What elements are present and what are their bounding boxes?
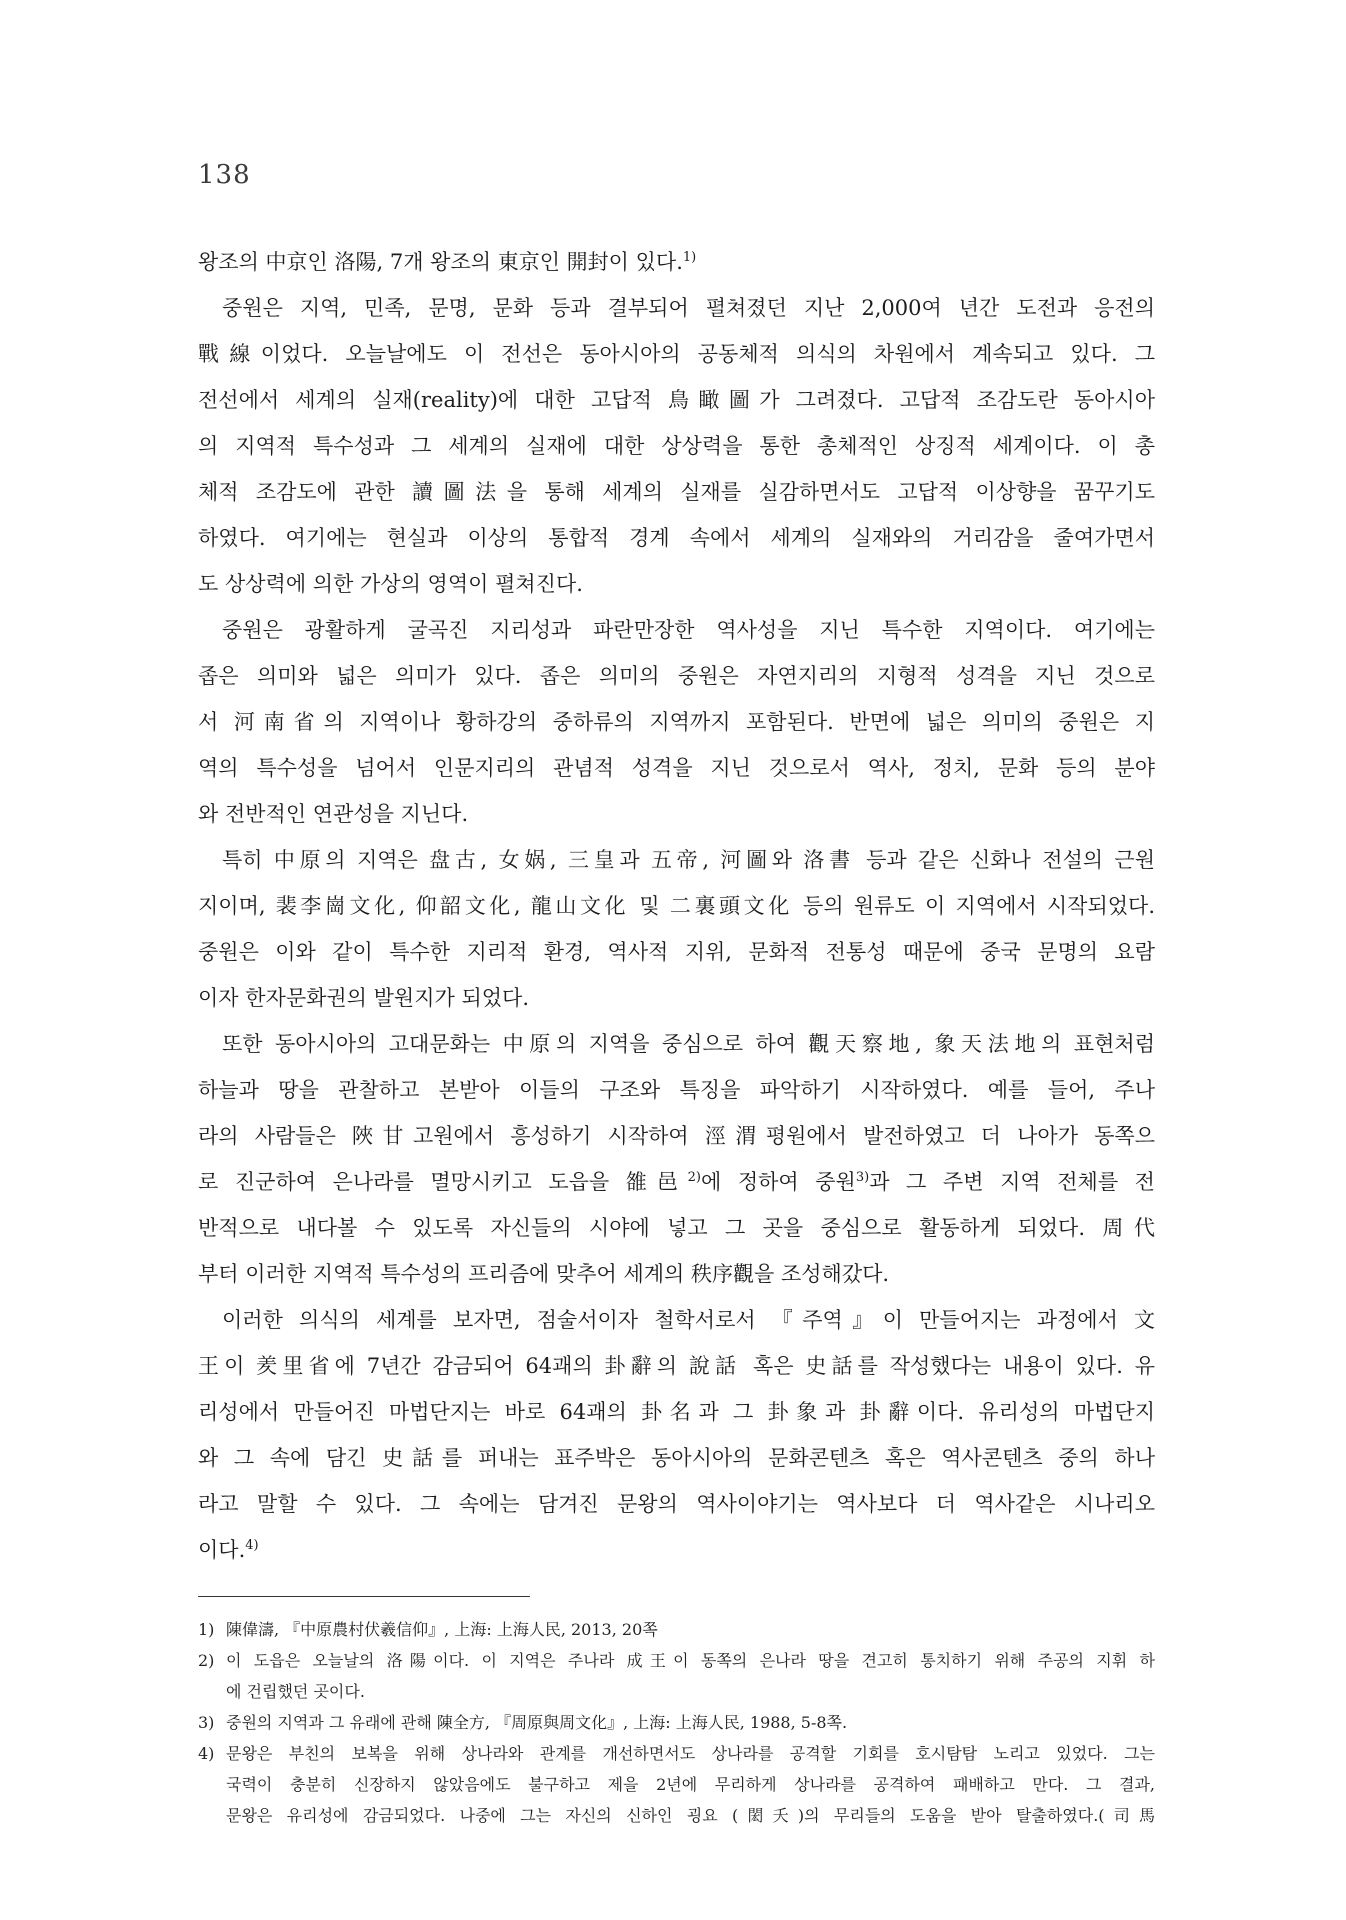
text-line: 좁은 의미와 넓은 의미가 있다. 좁은 의미의 중원은 자연지리의 지형적 성격을 지닌 것으로 bbox=[198, 664, 1155, 688]
text-line: 하늘과 땅을 관찰하고 본받아 이들의 구조와 특징을 파악하기 시작하였다. 예를 들어, 주나 bbox=[198, 1078, 1155, 1102]
text-line: 중원은 지역, 민족, 문명, 문화 등과 결부되어 펼쳐졌던 지난 2,000여 년간 도전과 응전의 bbox=[222, 296, 1155, 320]
text-line: 하였다. 여기에는 현실과 이상의 통합적 경계 속에서 세계의 실재와의 거리감을 줄여가면서 bbox=[198, 526, 1155, 550]
paragraph bbox=[198, 1021, 1155, 1297]
footnote-marker: 2) bbox=[198, 1651, 215, 1670]
text-line: 리성에서 만들어진 마법단지는 바로 64괘의 卦名과 그 卦象과 卦辭이다. 유리성의 마법단지 bbox=[198, 1400, 1155, 1424]
footnote-ref: 1) bbox=[682, 250, 697, 265]
footnote-ref: 4) bbox=[245, 1538, 259, 1553]
text-line: 전선에서 세계의 실재(reality)에 대한 고답적 鳥瞰圖가 그려졌다. 고답적 조감도란 동아시아 bbox=[198, 388, 1155, 412]
footnote-line: 문왕은 유리성에 감금되었다. 나중에 그는 자신의 신하인 굉요 (閎夭)의 무리들의 도움을 받아 탈출하였다.(司馬 bbox=[226, 1806, 1155, 1825]
text-line: 특히 中原의 지역은 盘古, 女娲, 三皇과 五帝, 河圖와 洛書 등과 같은 신화나 전설의 근원 bbox=[222, 848, 1155, 872]
text-segment: 로 진군하여 은나라를 멸망시키고 도읍을 雒邑 bbox=[198, 1170, 688, 1194]
text-segment: 과 그 주변 지역 전체를 전 bbox=[869, 1170, 1155, 1194]
page-number: 138 bbox=[198, 160, 251, 190]
text-segment: 에 정하여 중원 bbox=[700, 1170, 856, 1194]
text-line: 체적 조감도에 관한 讀圖法을 통해 세계의 실재를 실감하면서도 고답적 이상향을 꿈꾸기도 bbox=[198, 480, 1155, 504]
footnote bbox=[198, 1738, 1155, 1831]
text-line: 王이 羑里省에 7년간 감금되어 64괘의 卦辭의 說話 혹은 史話를 작성했다는 내용이 있다. 유 bbox=[198, 1354, 1155, 1378]
text-segment: 왕조의 中京인 洛陽, 7개 왕조의 東京인 開封이 있다. bbox=[198, 250, 683, 274]
footnote-line: 중원의 지역과 그 유래에 관해 陳全方, 『周原與周文化』, 上海: 上海人民, 1988, 5-8쪽. bbox=[226, 1713, 848, 1732]
paragraph bbox=[198, 837, 1155, 1021]
footnote-ref: 2) bbox=[687, 1170, 701, 1185]
text-line: 와 그 속에 담긴 史話를 퍼내는 표주박은 동아시아의 문화콘텐츠 혹은 역사콘텐츠 중의 하나 bbox=[198, 1446, 1155, 1470]
text-line: 戰線이었다. 오늘날에도 이 전선은 동아시아의 공동체적 의식의 차원에서 계속되고 있다. 그 bbox=[198, 342, 1155, 366]
footnote bbox=[198, 1707, 1155, 1738]
text-line: 이러한 의식의 세계를 보자면, 점술서이자 철학서로서 『주역』이 만들어지는 과정에서 文 bbox=[222, 1308, 1155, 1332]
paragraph bbox=[198, 607, 1155, 837]
paragraph bbox=[198, 1297, 1155, 1573]
footnotes bbox=[198, 1614, 1155, 1831]
text-line bbox=[198, 1159, 1155, 1205]
footnote-line: 에 건립했던 곳이다. bbox=[226, 1682, 365, 1701]
text-line: 중원은 이와 같이 특수한 지리적 환경, 역사적 지위, 문화적 전통성 때문에 중국 문명의 요람 bbox=[198, 940, 1155, 964]
text-line: 이자 한자문화권의 발원지가 되었다. bbox=[198, 986, 529, 1010]
text-line bbox=[198, 239, 1155, 285]
body-text bbox=[198, 239, 1155, 1573]
text-segment: 이다. bbox=[198, 1538, 246, 1562]
footnote-line: 국력이 충분히 신장하지 않았음에도 불구하고 제을 2년에 무리하게 상나라를 공격하여 패배하고 만다. 그 결과, bbox=[226, 1775, 1155, 1794]
text-line: 중원은 광활하게 굴곡진 지리성과 파란만장한 역사성을 지닌 특수한 지역이다. 여기에는 bbox=[222, 618, 1155, 642]
text-line: 또한 동아시아의 고대문화는 中原의 지역을 중심으로 하여 觀天察地, 象天法地의 표현처럼 bbox=[222, 1032, 1155, 1056]
text-line: 역의 특수성을 넘어서 인문지리의 관념적 성격을 지닌 것으로서 역사, 정치, 문화 등의 분야 bbox=[198, 756, 1155, 780]
footnote-separator bbox=[198, 1596, 530, 1597]
text-line: 지이며, 裴李崗文化, 仰韶文化, 龍山文化 및 二裏頭文化 등의 원류도 이 지역에서 시작되었다. bbox=[198, 894, 1155, 918]
footnote-line: 陳偉濤, 『中原農村伏羲信仰』, 上海: 上海人民, 2013, 20쪽 bbox=[226, 1620, 658, 1639]
text-line: 반적으로 내다볼 수 있도록 자신들의 시야에 넣고 그 곳을 중심으로 활동하게 되었다. 周代 bbox=[198, 1216, 1155, 1240]
footnote bbox=[198, 1614, 1155, 1645]
footnote-ref: 3) bbox=[855, 1170, 870, 1185]
footnote-marker: 3) bbox=[198, 1713, 215, 1732]
paragraph bbox=[198, 239, 1155, 285]
footnote bbox=[198, 1645, 1155, 1707]
text-line: 라의 사람들은 陜甘고원에서 흥성하기 시작하여 涇渭평원에서 발전하였고 더 나아가 동쪽으 bbox=[198, 1124, 1155, 1148]
text-line: 부터 이러한 지역적 특수성의 프리즘에 맞추어 세계의 秩序觀을 조성해갔다. bbox=[198, 1262, 890, 1286]
text-line: 도 상상력에 의한 가상의 영역이 펼쳐진다. bbox=[198, 572, 583, 596]
text-line: 의 지역적 특수성과 그 세계의 실재에 대한 상상력을 통한 총체적인 상징적 세계이다. 이 총 bbox=[198, 434, 1155, 458]
text-line: 서 河南省의 지역이나 황하강의 중하류의 지역까지 포함된다. 반면에 넓은 의미의 중원은 지 bbox=[198, 710, 1155, 734]
text-line bbox=[198, 1527, 1155, 1573]
paragraph bbox=[198, 285, 1155, 607]
footnote-line: 이 도읍은 오늘날의 洛陽이다. 이 지역은 주나라 成王이 동쪽의 은나라 땅을 견고히 통치하기 위해 주공의 지휘 하 bbox=[226, 1651, 1155, 1670]
text-line: 라고 말할 수 있다. 그 속에는 담겨진 문왕의 역사이야기는 역사보다 더 역사같은 시나리오 bbox=[198, 1492, 1155, 1516]
footnote-marker: 1) bbox=[198, 1620, 215, 1639]
footnote-line: 문왕은 부친의 보복을 위해 상나라와 관계를 개선하면서도 상나라를 공격할 기회를 호시탐탐 노리고 있었다. 그는 bbox=[226, 1744, 1155, 1763]
text-line: 와 전반적인 연관성을 지닌다. bbox=[198, 802, 469, 826]
footnote-marker: 4) bbox=[198, 1744, 215, 1763]
